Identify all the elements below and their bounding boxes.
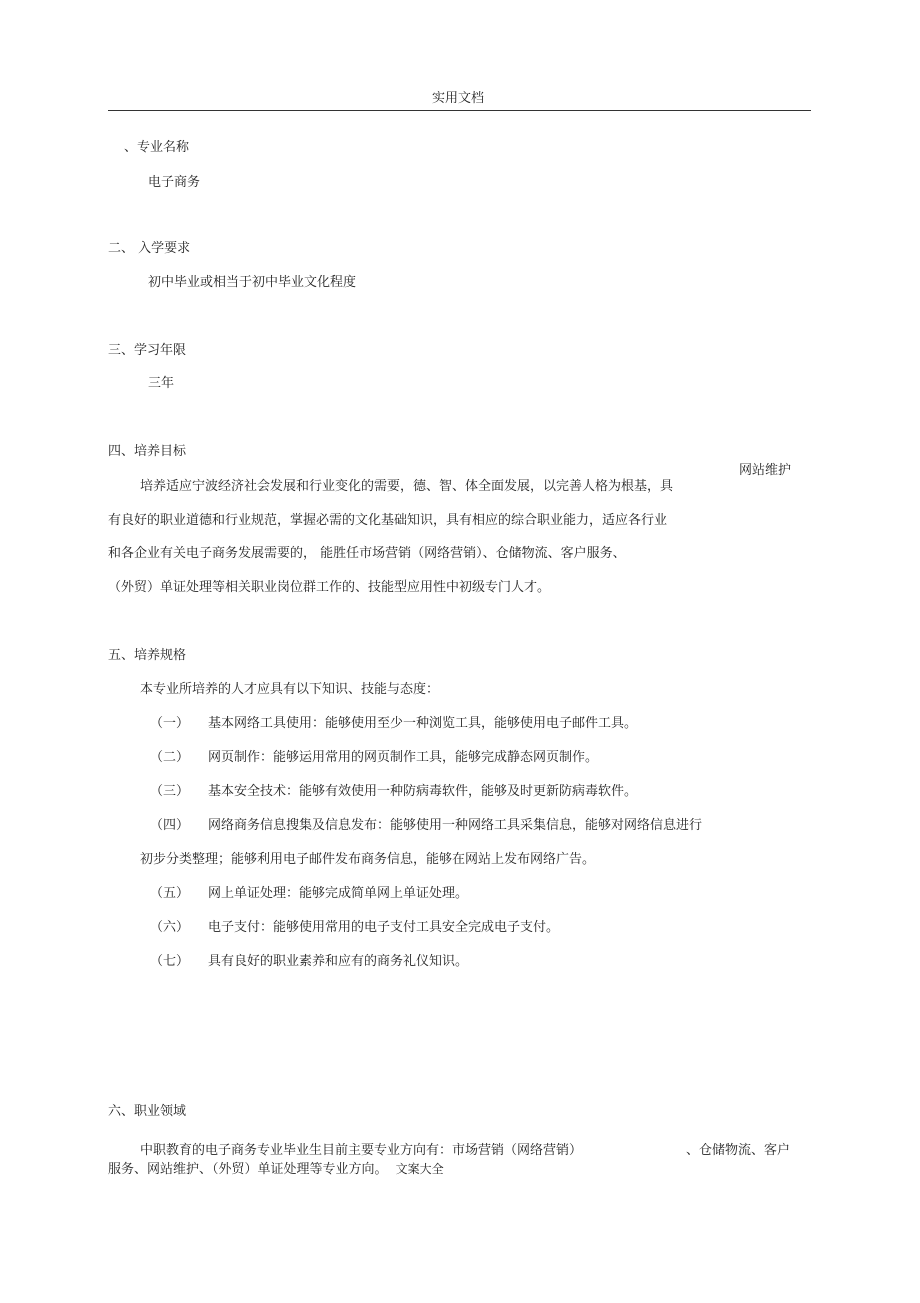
section-6-line-2-text: 服务、网站维护、（外贸）单证处理等专业方向。 bbox=[108, 1162, 388, 1177]
section-5-intro: 本专业所培养的人才应具有以下知识、技能与态度： bbox=[140, 682, 440, 697]
spec-item-text: 网页制作：能够运用常用的网页制作工具，能够完成静态网页制作。 bbox=[208, 750, 599, 765]
header-divider bbox=[108, 110, 811, 111]
section-6-line-1b: 、仓储物流、客户 bbox=[686, 1143, 791, 1158]
spec-item-text: 基本安全技术：能够有效使用一种防病毒软件，能够及时更新防病毒软件。 bbox=[208, 784, 638, 799]
spec-item-number: （二） bbox=[150, 750, 190, 765]
footer-tag: 文案大全 bbox=[395, 1162, 444, 1176]
section-6-line-2 bbox=[108, 1160, 444, 1179]
section-5-heading: 五、培养规格 bbox=[108, 648, 187, 663]
spec-item-number: （一） bbox=[150, 716, 190, 731]
spec-item-number: （七） bbox=[150, 954, 190, 969]
section-4-heading: 四、培养目标 bbox=[108, 444, 187, 459]
section-4-line: 有良好的职业道德和行业规范，掌握必需的文化基础知识，具有相应的综合职业能力，适应各行业 bbox=[108, 513, 668, 528]
spec-item bbox=[150, 817, 702, 835]
spec-item-text: 电子支付：能够使用常用的电子支付工具安全完成电子支付。 bbox=[208, 920, 560, 935]
section-6-line-1a: 中职教育的电子商务专业毕业生目前主要专业方向有：市场营销（网络营销） bbox=[140, 1143, 583, 1158]
spec-item-text: 网上单证处理：能够完成简单网上单证处理。 bbox=[208, 886, 469, 901]
spec-item-text: 网络商务信息搜集及信息发布：能够使用一种网络工具采集信息，能够对网络信息进行 bbox=[208, 818, 703, 833]
spec-item bbox=[150, 953, 468, 971]
spec-item bbox=[150, 919, 559, 937]
spec-item-number: （六） bbox=[150, 920, 190, 935]
spec-item-continuation: 初步分类整理；能够利用电子邮件发布商务信息，能够在网站上发布网络广告。 bbox=[140, 852, 596, 867]
spec-item-number: （四） bbox=[150, 818, 190, 833]
section-4-line: 和各企业有关电子商务发展需要的， 能胜任市场营销（网络营销）、仓储物流、客户服务、 bbox=[108, 546, 626, 561]
section-6-heading: 六、职业领域 bbox=[108, 1104, 187, 1119]
spec-item bbox=[150, 783, 637, 801]
section-4-side-note: 网站维护 bbox=[739, 463, 792, 478]
spec-item-number: （五） bbox=[150, 886, 190, 901]
section-2-content: 初中毕业或相当于初中毕业文化程度 bbox=[148, 275, 357, 290]
section-3-heading: 三、学习年限 bbox=[108, 343, 187, 358]
section-4-line: 培养适应宁波经济社会发展和行业变化的需要，德、智、体全面发展，以完善人格为根基，具 bbox=[140, 479, 674, 494]
spec-item-text: 基本网络工具使用：能够使用至少一种浏览工具，能够使用电子邮件工具。 bbox=[208, 716, 638, 731]
spec-item-text: 具有良好的职业素养和应有的商务礼仪知识。 bbox=[208, 954, 469, 969]
section-2-heading: 二、 入学要求 bbox=[108, 241, 191, 256]
page-header-title: 实用文档 bbox=[432, 91, 485, 106]
section-1-content: 电子商务 bbox=[148, 175, 201, 190]
section-3-content: 三年 bbox=[148, 376, 175, 391]
spec-item bbox=[150, 715, 637, 733]
spec-item bbox=[150, 885, 468, 903]
spec-item bbox=[150, 749, 598, 767]
spec-item-number: （三） bbox=[150, 784, 190, 799]
section-4-line: （外贸）单证处理等相关职业岗位群工作的、技能型应用性中初级专门人才。 bbox=[108, 580, 551, 595]
section-1-heading: 、专业名称 bbox=[124, 140, 190, 155]
